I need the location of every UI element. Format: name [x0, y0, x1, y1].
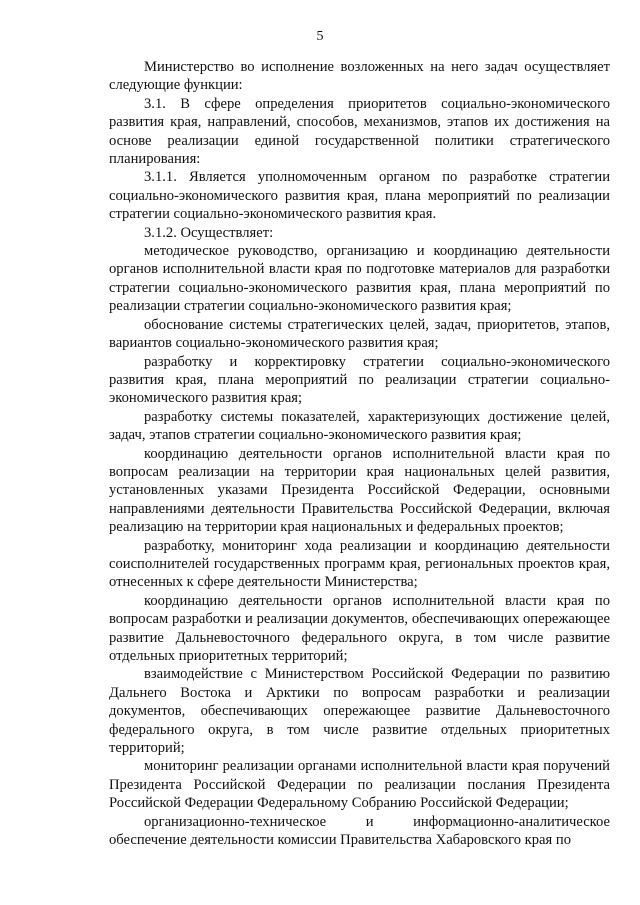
paragraph-3-1-1: 3.1.1. Является уполномоченным органом по разработке стратегии социально-экономического развития края, плана мероприятий по реализации стратегии социально-экономического развития края.	[109, 169, 610, 223]
paragraph-national-goals-coordination: координацию деятельности органов исполнительной власти края по вопросам реализации на территории края национальных целей развития, установленных указами Президента Российской Федерации, основными направлениями деятельности Правительства Российской Федерации, включая реализацию на территории края национальных и федеральных проектов;	[109, 445, 610, 536]
paragraph-goals-system: обоснование системы стратегических целей, задач, приоритетов, этапов, вариантов социально-экономического развития края;	[109, 316, 610, 352]
paragraph-indicators-system: разработку системы показателей, характеризующих достижение целей, задач, этапов стратегии социально-экономического развития края;	[109, 408, 610, 444]
paragraph-ministry-interaction: взаимодействие с Министерством Российской Федерации по развитию Дальнего Востока и Арктики по вопросам разработки и реализации документов, обеспечивающих опережающее развитие Дальневосточного федерального округа, в том числе развитие отдельных приоритетных территорий;	[109, 666, 610, 757]
paragraph-methodical-guidance: методическое руководство, организацию и координацию деятельности органов исполнительной власти края по подготовке материалов для разработки стратегии социально-экономического развития края, плана мероприятий по реализации стратегии социально-экономического развития края;	[109, 243, 610, 315]
paragraph-3-1: 3.1. В сфере определения приоритетов социально-экономического развития края, направлений, способов, механизмов, этапов их достижения на основе реализации единой государственной политики стратегического планирования:	[109, 95, 610, 168]
document-body	[109, 58, 610, 849]
paragraph-strategy-development: разработку и корректировку стратегии социально-экономического развития края, плана мероприятий по реализации стратегии социально-экономического развития края;	[109, 353, 610, 407]
paragraph-far-east-coordination: координацию деятельности органов исполнительной власти края по вопросам разработки и реализации документов, обеспечивающих опережающее развитие Дальневосточного федерального округа, в том числе развитие отдельных приоритетных территорий;	[109, 592, 610, 664]
page-number: 5	[316, 29, 324, 44]
paragraph-presidential-orders-monitoring: мониторинг реализации органами исполнительной власти края поручений Президента Российской Федерации по реализации послания Президента Российской Федерации Федеральному Собранию Российской Федерации;	[109, 758, 610, 812]
paragraph-state-programs: разработку, мониторинг хода реализации и координацию деятельности соисполнителей государственных программ края, региональных проектов края, отнесенных к сфере деятельности Министерства;	[109, 537, 610, 591]
paragraph-3-1-2: 3.1.2. Осуществляет:	[144, 224, 274, 241]
paragraph-functions-intro: Министерство во исполнение возложенных на него задач осуществляет следующие функции:	[109, 59, 610, 94]
paragraph-commission-support: организационно-техническое и информационно-аналитическое обеспечение деятельности комиссии Правительства Хабаровского края по	[109, 813, 610, 849]
